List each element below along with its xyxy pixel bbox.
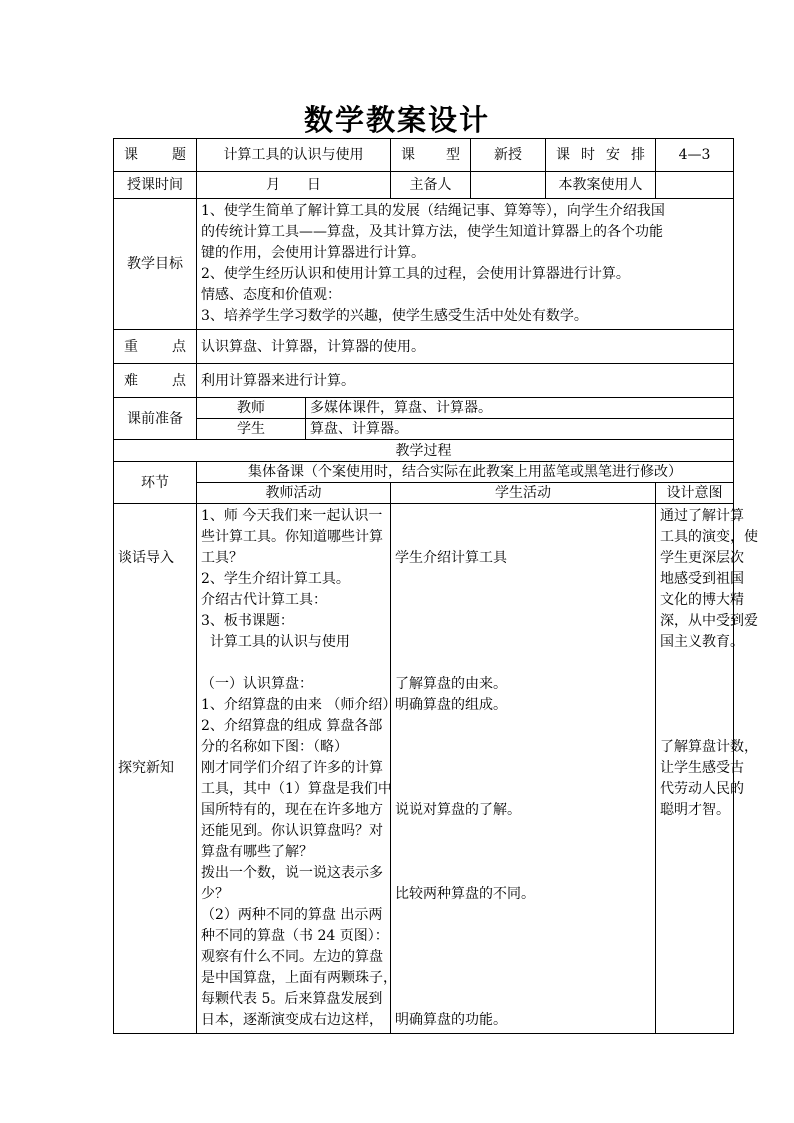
difficulty-label: 难 点 <box>114 364 197 398</box>
objective-line: 键的作用，会使用计算器进行计算。 <box>201 245 425 261</box>
student-line <box>395 863 651 884</box>
intent-line <box>660 695 729 716</box>
student-line <box>395 905 651 926</box>
teacher-activity-cell <box>197 504 397 1034</box>
intent-line: 聪明才智。 <box>660 802 731 818</box>
intent-line: 学生更深层次 <box>660 550 745 566</box>
difficulty-row <box>114 364 734 398</box>
header-row-1 <box>114 139 734 172</box>
student-line <box>395 737 651 758</box>
teacher-line: 3、板书课题： <box>201 613 294 629</box>
teacher-line: 少？ <box>201 886 229 902</box>
teacher-line: 2、学生介绍计算工具。 <box>201 571 350 587</box>
subject-label: 课 题 <box>114 139 197 172</box>
student-line: 了解算盘的由来。 <box>395 676 507 692</box>
prep-teacher-label: 教师 <box>197 398 306 419</box>
stages-cell <box>114 504 197 1034</box>
header-row-2 <box>114 172 734 199</box>
student-line <box>395 611 651 632</box>
student-line <box>395 632 651 653</box>
teacher-line: 国所特有的，现在在许多地方 <box>201 802 383 818</box>
lesson-plan-table <box>113 138 759 1034</box>
objectives-row <box>114 199 734 330</box>
page-title: 数学教案设计 <box>303 103 490 137</box>
date-label: 授课时间 <box>114 172 197 199</box>
teacher-line: 1、师 今天我们来一起认识一 <box>201 508 383 524</box>
stage-explore: 探究新知 <box>118 760 174 776</box>
process-note-row <box>114 462 734 483</box>
student-line <box>395 527 651 548</box>
teacher-line: 些计算工具。你知道哪些计算 <box>201 529 383 545</box>
intent-line: 代劳动人民的 <box>660 781 745 797</box>
teacher-line: （一）认识算盘： <box>201 676 313 692</box>
intent-line: 深，从中受到爱 <box>660 613 759 629</box>
objectives-text <box>197 199 734 330</box>
prep-teacher-value: 多媒体课件，算盘、计算器。 <box>306 398 734 419</box>
teacher-line: 是中国算盘，上面有两颗珠子， <box>201 970 397 986</box>
teacher-line: 分的名称如下图：（略） <box>201 739 348 755</box>
process-title-row <box>114 440 734 462</box>
teacher-line: 工具，其中（1）算盘是我们中 <box>201 781 392 797</box>
objective-line: 的传统计算工具——算盘，及其计算方法，使学生知道计算器上的各个功能 <box>201 224 663 240</box>
teacher-line: 刚才同学们介绍了许多的计算 <box>201 760 383 776</box>
intent-line: 国主义教育。 <box>660 634 745 650</box>
student-line <box>395 590 651 611</box>
teacher-line <box>201 653 386 674</box>
preparer-value <box>471 172 546 199</box>
schedule-label: 课时安排 <box>546 139 656 172</box>
teacher-line: 观察有什么不同。左边的算盘 <box>201 949 383 965</box>
prep-student-row <box>114 419 734 440</box>
student-line <box>395 653 651 674</box>
date-value: 月 日 <box>197 172 391 199</box>
type-value: 新授 <box>471 139 546 172</box>
student-line <box>395 926 651 947</box>
teacher-line: 1、介绍算盘的由来 （师介绍） <box>201 697 397 713</box>
process-body-row <box>114 504 734 1034</box>
intent-line: 通过了解计算 <box>660 508 745 524</box>
preparation-label: 课前准备 <box>114 398 197 440</box>
student-line <box>395 758 651 779</box>
collective-note: 集体备课（个案使用时，结合实际在此教案上用蓝笔或黑笔进行修改） <box>197 462 734 483</box>
prep-student-label: 学生 <box>197 419 306 440</box>
objective-line: 2、使学生经历认识和使用计算工具的过程，会使用计算器进行计算。 <box>201 266 630 282</box>
intent-line: 了解算盘计数， <box>660 739 759 755</box>
process-title: 教学过程 <box>114 440 734 462</box>
prep-teacher-row <box>114 398 734 419</box>
intent-line <box>660 653 729 674</box>
col-teacher-header: 教师活动 <box>197 483 391 504</box>
student-line <box>395 821 651 842</box>
intent-line: 文化的博大精 <box>660 592 745 608</box>
intent-line <box>660 716 729 737</box>
schedule-value: 4—3 <box>656 139 734 172</box>
subject-value: 计算工具的认识与使用 <box>197 139 391 172</box>
teacher-line: 还能见到。你认识算盘吗？对 <box>201 823 383 839</box>
student-line <box>395 968 651 989</box>
teacher-line: 计算工具的认识与使用 <box>201 634 350 650</box>
student-line: 学生介绍计算工具 <box>395 550 507 566</box>
student-line <box>395 947 651 968</box>
stage-intro: 谈话导入 <box>118 550 174 566</box>
design-intent-cell <box>656 504 759 1034</box>
teacher-line: 2、介绍算盘的组成 算盘各部 <box>201 718 383 734</box>
objective-line: 3、培养学生学习数学的兴趣，使学生感受生活中处处有数学。 <box>201 308 588 324</box>
teacher-line: 种不同的算盘（书 24 页图）： <box>201 928 389 944</box>
difficulty-value: 利用计算器来进行计算。 <box>197 364 734 398</box>
key-point-row <box>114 330 734 364</box>
type-label: 课 型 <box>391 139 471 172</box>
teacher-line: 介绍古代计算工具： <box>201 592 327 608</box>
student-line <box>395 716 651 737</box>
preparer-label: 主备人 <box>391 172 471 199</box>
student-line <box>395 842 651 863</box>
objectives-label: 教学目标 <box>114 199 197 330</box>
objective-line: 1、使学生简单了解计算工具的发展（结绳记事、算筹等），向学生介绍我国 <box>201 203 665 219</box>
teacher-line: 每颗代表 5。后来算盘发展到 <box>201 991 383 1007</box>
prep-student-value: 算盘、计算器。 <box>306 419 734 440</box>
student-line <box>395 779 651 800</box>
teacher-line: （2）两种不同的算盘 出示两 <box>201 907 383 923</box>
intent-line: 让学生感受古 <box>660 760 745 776</box>
col-student-header: 学生活动 <box>391 483 656 504</box>
teacher-line: 日本，逐渐演变成右边这样， <box>201 1012 383 1028</box>
intent-line: 地感受到祖国 <box>660 571 745 587</box>
student-line <box>395 506 651 527</box>
student-line: 说说对算盘的了解。 <box>395 802 521 818</box>
col-intent-header: 设计意图 <box>656 483 734 504</box>
student-line: 比较两种算盘的不同。 <box>395 886 535 902</box>
stage-label: 环节 <box>114 462 197 504</box>
user-value <box>656 172 734 199</box>
objective-line: 情感、态度和价值观： <box>201 287 341 303</box>
student-activity-cell <box>391 504 656 1034</box>
student-line: 明确算盘的组成。 <box>395 697 507 713</box>
student-line <box>395 989 651 1010</box>
user-label: 本教案使用人 <box>546 172 656 199</box>
key-point-label: 重 点 <box>114 330 197 364</box>
key-point-value: 认识算盘、计算器，计算器的使用。 <box>197 330 734 364</box>
intent-line: 工具的演变，使 <box>660 529 759 545</box>
teacher-line: 算盘有哪些了解？ <box>201 844 313 860</box>
intent-line <box>660 674 729 695</box>
teacher-line: 工具？ <box>201 550 243 566</box>
student-line <box>395 569 651 590</box>
teacher-line: 拨出一个数，说一说这表示多 <box>201 865 383 881</box>
student-line: 明确算盘的功能。 <box>395 1012 507 1028</box>
process-columns-row <box>114 483 734 504</box>
